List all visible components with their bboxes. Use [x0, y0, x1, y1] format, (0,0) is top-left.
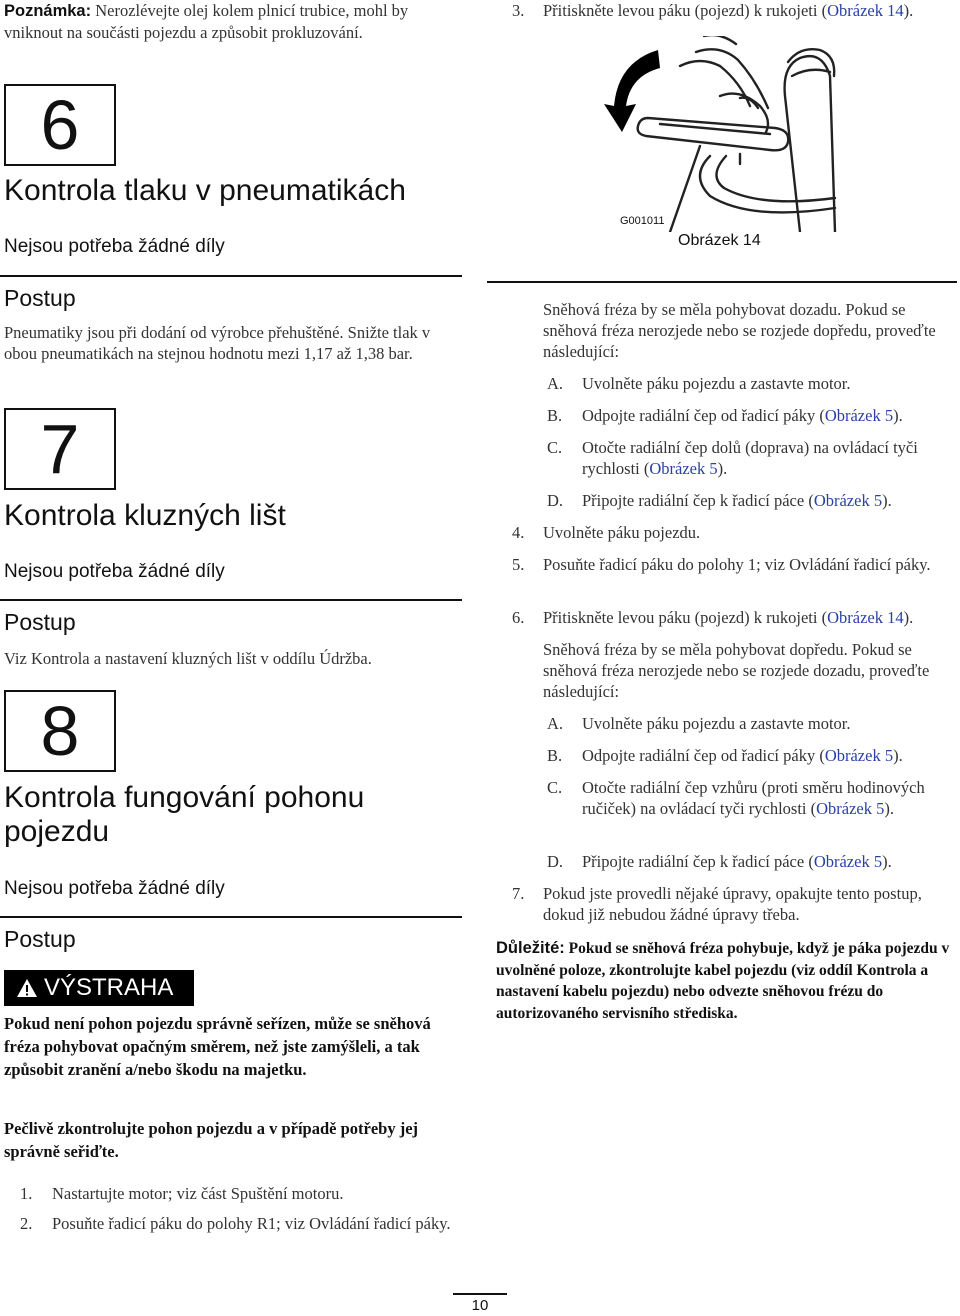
sub2-a-letter: A.	[547, 714, 564, 733]
sub1-a-text: Uvolněte páku pojezdu a zastavte motor.	[582, 374, 851, 393]
step-6-number: 6.	[512, 608, 525, 627]
sub2-a-text: Uvolněte páku pojezdu a zastavte motor.	[582, 714, 851, 733]
para-forward: Sněhová fréza by se měla pohybovat dopředu. Pokud se sněhová fréza nerozjede nebo se rozjede dozadu, proveďte následující:	[543, 640, 930, 701]
sub2-b-letter: B.	[547, 746, 563, 765]
step-7-text: Pokud jste provedli nějaké úpravy, opakujte tento postup, dokud již nebudou žádné úpravy třeba.	[543, 884, 922, 924]
section-7-number: 7	[4, 408, 116, 490]
sub2-d-letter: D.	[547, 852, 564, 871]
sub2-c-text: Otočte radiální čep vzhůru (proti směru hodinových ručiček) na ovládací tyči rychlosti (	[582, 778, 925, 818]
sub1-d-end: ).	[882, 491, 892, 510]
page-number-rule	[453, 1293, 507, 1295]
section-8-number: 8	[4, 690, 116, 772]
important-text: Pokud se sněhová fréza pohybuje, když je páka pojezdu v uvolněné poloze, zkontrolujte kabel pojezdu (viz oddíl Kontrola a nastavení kabelu pojezdu) nebo odvezte sněhovou frézu do autorizovaného servisního střediska.	[496, 940, 950, 1022]
warning-banner	[4, 970, 194, 1006]
section-6-title: Kontrola tlaku v pneumatikách	[4, 174, 406, 207]
section-7-text: Viz Kontrola a nastavení kluzných lišt v oddílu Údržba.	[4, 649, 372, 668]
step-3-link[interactable]: Obrázek 14	[827, 1, 904, 20]
caution-text: Pečlivě zkontrolujte pohon pojezdu a v případě potřeby jej správně seřiďte.	[4, 1119, 419, 1161]
section-8-parts: Nejsou potřeba žádné díly	[4, 878, 225, 899]
step-3-end: ).	[903, 1, 914, 20]
note	[4, 0, 444, 43]
sub1-d-text: Připojte radiální čep k řadicí páce (	[582, 491, 814, 510]
sub2-d-link[interactable]: Obrázek 5	[813, 852, 883, 871]
section-8-title-line2: pojezdu	[4, 815, 110, 848]
sub1-c-link[interactable]: Obrázek 5	[649, 459, 718, 478]
sub2-b	[582, 745, 958, 766]
section-8-procedure: Postup	[4, 926, 76, 952]
section-6-procedure: Postup	[4, 285, 76, 311]
sub2-c-end: ).	[884, 799, 895, 818]
sub1-c-end: ).	[717, 459, 728, 478]
sub1-c	[582, 437, 938, 479]
warning-text: Pokud není pohon pojezdu správně seřízen, může se sněhová fréza pohybovat opačným směrem, než jste zamýšleli, a tak způsobit zranění a/nebo škodu na majetku.	[4, 1014, 431, 1079]
sub2-c	[582, 777, 942, 819]
sub2-b-text: Odpojte radiální čep od řadicí páky (	[582, 746, 825, 765]
sub2-d-end: ).	[882, 852, 892, 871]
section-6-parts: Nejsou potřeba žádné díly	[4, 236, 225, 257]
sub2-c-letter: C.	[547, 778, 563, 797]
step-6-end: ).	[903, 608, 914, 627]
sub1-b-letter: B.	[547, 406, 563, 425]
step-6-text: Přitiskněte levou páku (pojezd) k rukojeti (	[543, 608, 828, 627]
sub1-d-letter: D.	[547, 491, 564, 510]
section-7-procedure: Postup	[4, 609, 76, 635]
step-3-number: 3.	[512, 1, 525, 20]
important-note	[496, 938, 956, 1024]
sub1-b	[582, 405, 958, 426]
step-6-link[interactable]: Obrázek 14	[827, 608, 904, 627]
step-5-number: 5.	[512, 555, 525, 574]
step-4-text: Uvolněte páku pojezdu.	[543, 523, 701, 542]
important-label: Důležité:	[496, 939, 565, 957]
figure-divider	[487, 281, 957, 283]
step-2-number: 2.	[20, 1214, 33, 1233]
sub2-d-text: Připojte radiální čep k řadicí páce (	[582, 852, 814, 871]
figure-caption: Obrázek 14	[678, 232, 761, 249]
section-6-text: Pneumatiky jsou při dodání od výrobce přehuštěné. Snižte tlak v obou pneumatikách na stejnou hodnotu mezi 1,17 až 1,38 bar.	[4, 323, 431, 363]
section-8-title-line1: Kontrola fungování pohonu	[4, 781, 365, 814]
step-3-text: Přitiskněte levou páku (pojezd) k rukojeti (	[543, 1, 828, 20]
step-1-text: Nastartujte motor; viz část Spuštění motoru.	[52, 1184, 344, 1203]
sub1-d	[582, 490, 958, 511]
note-text: Nerozlévejte olej kolem plnicí trubice, mohl by vniknout na součásti pojezdu a způsobit prokluzování.	[4, 1, 409, 42]
section-7-divider	[0, 599, 462, 601]
sub2-c-link[interactable]: Obrázek 5	[816, 799, 885, 818]
sub1-c-letter: C.	[547, 438, 563, 457]
figure-code: G001011	[620, 215, 665, 227]
step-1-number: 1.	[20, 1184, 33, 1203]
step-2-text: Posuňte řadicí páku do polohy R1; viz Ovládání řadicí páky.	[52, 1214, 451, 1233]
section-7-parts: Nejsou potřeba žádné díly	[4, 561, 225, 582]
section-6-number: 6	[4, 84, 116, 166]
sub1-b-text: Odpojte radiální čep od řadicí páky (	[582, 406, 825, 425]
para-backward: Sněhová fréza by se měla pohybovat dozadu. Pokud se sněhová fréza nerozjede nebo se rozjede dopředu, proveďte následující:	[543, 300, 936, 361]
figure-14-illustration	[600, 36, 840, 232]
section-6-divider	[0, 275, 462, 277]
sub1-b-link[interactable]: Obrázek 5	[824, 406, 894, 425]
sub2-d	[582, 851, 958, 872]
sub1-a-letter: A.	[547, 374, 564, 393]
sub2-b-link[interactable]: Obrázek 5	[824, 746, 894, 765]
warning-icon	[16, 978, 38, 998]
note-label: Poznámka:	[4, 2, 92, 20]
sub1-c-text: Otočte radiální čep dolů (doprava) na ovládací tyči rychlosti (	[582, 438, 918, 478]
warning-label: VÝSTRAHA	[44, 974, 174, 1001]
sub1-d-link[interactable]: Obrázek 5	[813, 491, 883, 510]
step-7-number: 7.	[512, 884, 525, 903]
sub1-b-end: ).	[893, 406, 903, 425]
step-6	[543, 607, 959, 628]
sub2-b-end: ).	[893, 746, 903, 765]
step-4-number: 4.	[512, 523, 525, 542]
step-5-text: Posuňte řadicí páku do polohy 1; viz Ovládání řadicí páky.	[543, 555, 931, 574]
page-number: 10	[471, 1297, 489, 1314]
section-8-divider	[0, 916, 462, 918]
section-7-title: Kontrola kluzných lišt	[4, 499, 286, 532]
step-3	[543, 0, 957, 21]
